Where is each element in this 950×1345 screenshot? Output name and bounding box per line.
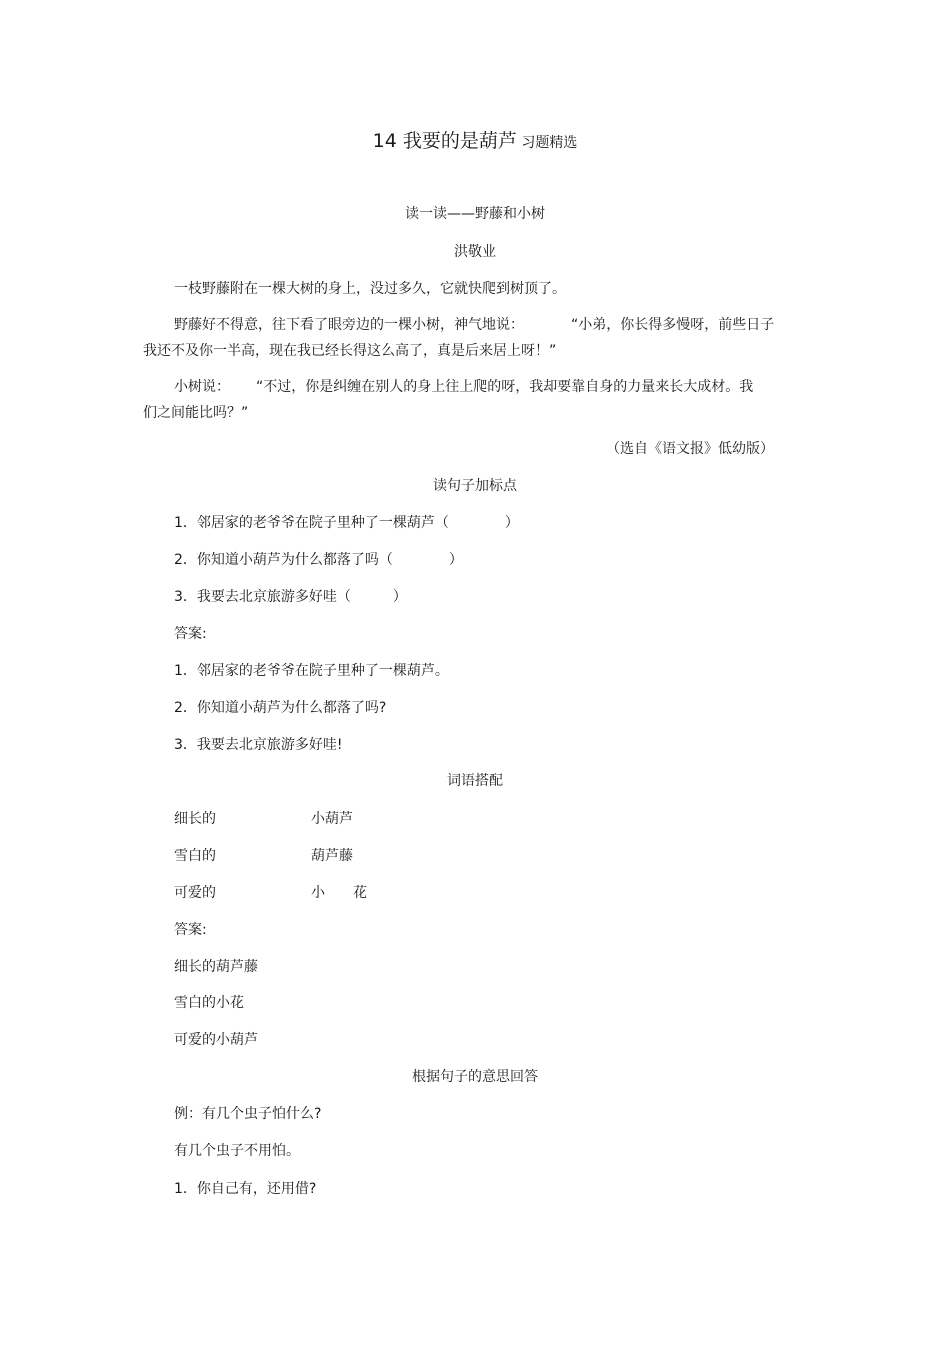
match-right-3: 小 花 (311, 885, 367, 901)
punct-answer-3: 3．我要去北京旅游多好哇! (174, 737, 343, 753)
punct-answer-label: 答案: (174, 626, 207, 642)
meaning-example-question: 例：有几个虫子怕什么? (174, 1106, 322, 1122)
match-answer-2: 雪白的小花 (174, 995, 244, 1011)
match-left-2: 雪白的 (174, 848, 216, 864)
reading-paragraph-2a: 野藤好不得意，往下看了眼旁边的一棵小树，神气地说： (174, 317, 524, 333)
title-sub: 习题精选 (521, 135, 578, 151)
punct-question-1: 1．邻居家的老爷爷在院子里种了一棵葫芦（ ） (174, 515, 519, 531)
match-answer-1: 细长的葫芦藤 (174, 959, 258, 975)
reading-paragraph-2c: 我还不及你一半高，现在我已经长得这么高了，真是后来居上呀！” (143, 343, 557, 359)
reading-author: 洪敬业 (454, 244, 496, 260)
punct-question-3: 3．我要去北京旅游多好哇（ ） (174, 589, 407, 605)
reading-source: （选自《语文报》低幼版） (606, 441, 774, 457)
reading-paragraph-2b: “小弟，你长得多慢呀，前些日子 (571, 317, 775, 333)
title-main: 14 我要的是葫芦 (372, 130, 517, 152)
punct-answer-2: 2．你知道小葫芦为什么都落了吗? (174, 700, 387, 716)
punct-answer-1: 1．邻居家的老爷爷在院子里种了一棵葫芦。 (174, 663, 449, 679)
match-right-2: 葫芦藤 (311, 848, 353, 864)
match-answer-3: 可爱的小葫芦 (174, 1032, 258, 1048)
reading-paragraph-3c: 们之间能比吗？” (143, 405, 249, 421)
reading-paragraph-3a: 小树说： (174, 379, 230, 395)
page-title (0, 132, 950, 152)
meaning-example-answer: 有几个虫子不用怕。 (174, 1143, 300, 1159)
punct-heading: 读句子加标点 (433, 478, 517, 494)
match-left-1: 细长的 (174, 811, 216, 827)
reading-paragraph-1: 一枝野藤附在一棵大树的身上，没过多久，它就快爬到树顶了。 (174, 281, 566, 297)
match-right-1: 小葫芦 (311, 811, 353, 827)
match-heading: 词语搭配 (447, 773, 503, 789)
match-answer-label: 答案: (174, 922, 207, 938)
reading-heading: 读一读——野藤和小树 (405, 206, 545, 222)
meaning-question-1: 1．你自己有，还用借? (174, 1181, 317, 1197)
match-left-3: 可爱的 (174, 885, 216, 901)
punct-question-2: 2．你知道小葫芦为什么都落了吗（ ） (174, 552, 463, 568)
meaning-heading: 根据句子的意思回答 (412, 1069, 538, 1085)
reading-paragraph-3b: “不过，你是纠缠在别人的身上往上爬的呀，我却要靠自身的力量来长大成材。我 (256, 379, 754, 395)
